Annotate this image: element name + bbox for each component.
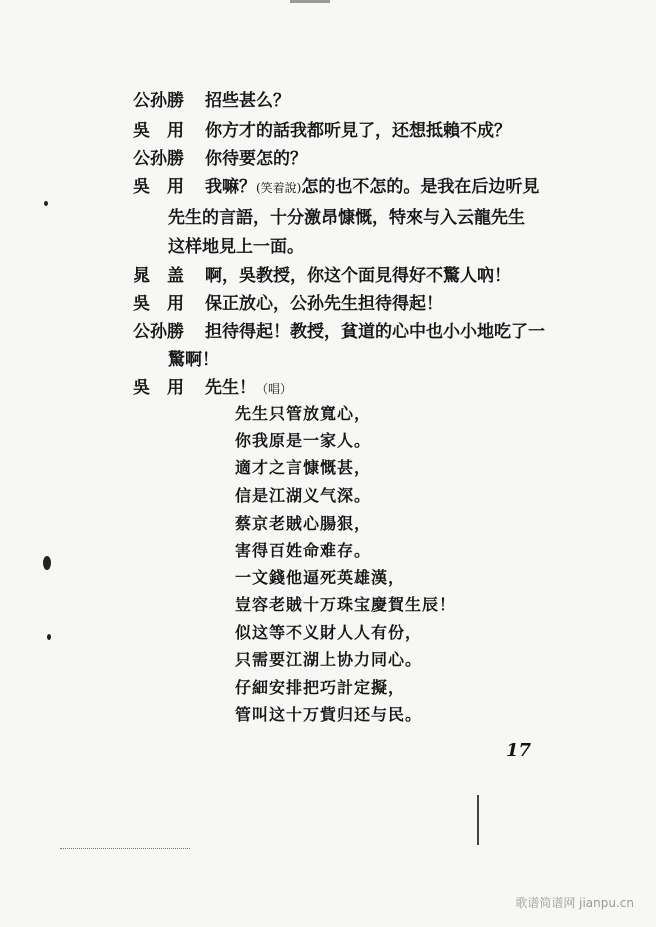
speech: 你方才的話我都听見了，还想抵賴不成？ bbox=[205, 121, 511, 141]
speech bbox=[205, 175, 539, 200]
speaker: 公孙勝 bbox=[133, 322, 184, 342]
speaker: 公孙勝 bbox=[133, 91, 184, 111]
speech: 担待得起！教授，貧道的心中也小小地吃了一 bbox=[205, 322, 545, 342]
speaker: 晁 盖 bbox=[133, 266, 184, 286]
speech: 保正放心，公孙先生担待得起！ bbox=[205, 294, 443, 314]
verse-line: 先生只管放寬心， bbox=[235, 404, 372, 423]
speech: 驚啊！ bbox=[168, 350, 219, 370]
watermark: 歌谱简谱网 jianpu.cn bbox=[515, 896, 634, 910]
scan-artifact bbox=[477, 795, 479, 845]
scan-speck bbox=[43, 556, 51, 570]
speaker: 吳 用 bbox=[133, 177, 184, 197]
verse-line: 害得百姓命难存。 bbox=[235, 541, 372, 560]
stage-direction: (笑着說) bbox=[256, 181, 302, 195]
verse-line: 信是江湖义气深。 bbox=[235, 486, 372, 505]
speaker: 吳 用 bbox=[133, 294, 184, 314]
speech: 你待要怎的？ bbox=[205, 149, 307, 169]
speech: 啊，吳教授，你这个面見得好不驚人吶！ bbox=[205, 266, 511, 286]
speech: 招些甚么？ bbox=[205, 91, 290, 111]
speech: 这样地見上一面。 bbox=[168, 237, 304, 257]
speech bbox=[205, 376, 292, 401]
verse-line: 你我原是一家人。 bbox=[235, 431, 372, 450]
scan-artifact bbox=[60, 848, 190, 849]
verse-line: 管叫这十万貲归还与民。 bbox=[235, 705, 423, 724]
verse-line: 蔡京老賊心腸狠， bbox=[235, 514, 372, 533]
scan-speck bbox=[44, 201, 48, 206]
speaker: 吳 用 bbox=[133, 378, 184, 398]
speech: 先生的言語，十分激昂慷慨，特來与入云龍先生 bbox=[168, 208, 525, 228]
verse-line: 豈容老賊十万珠宝慶賀生辰！ bbox=[235, 595, 457, 614]
speaker: 吳 用 bbox=[133, 121, 184, 141]
verse-line: 一文錢他逼死英雄漢， bbox=[235, 568, 406, 587]
speech-part: 我嘛？ bbox=[205, 177, 256, 197]
speaker: 公孙勝 bbox=[133, 149, 184, 169]
verse-line: 仔細安排把巧計定擬， bbox=[235, 678, 406, 697]
scan-speck bbox=[47, 634, 51, 640]
page-number: 17 bbox=[506, 740, 532, 761]
speech-part: 怎的也不怎的。是我在后边听見 bbox=[301, 177, 540, 197]
verse-line: 似这等不义財人人有份， bbox=[235, 623, 423, 642]
verse-line: 只需要江湖上协力同心。 bbox=[235, 650, 423, 669]
verse-line: 適才之言慷慨甚， bbox=[235, 458, 372, 477]
speech-part: 先生！ bbox=[205, 378, 256, 398]
stage-direction: （唱） bbox=[256, 382, 293, 396]
scan-artifact bbox=[290, 0, 330, 3]
